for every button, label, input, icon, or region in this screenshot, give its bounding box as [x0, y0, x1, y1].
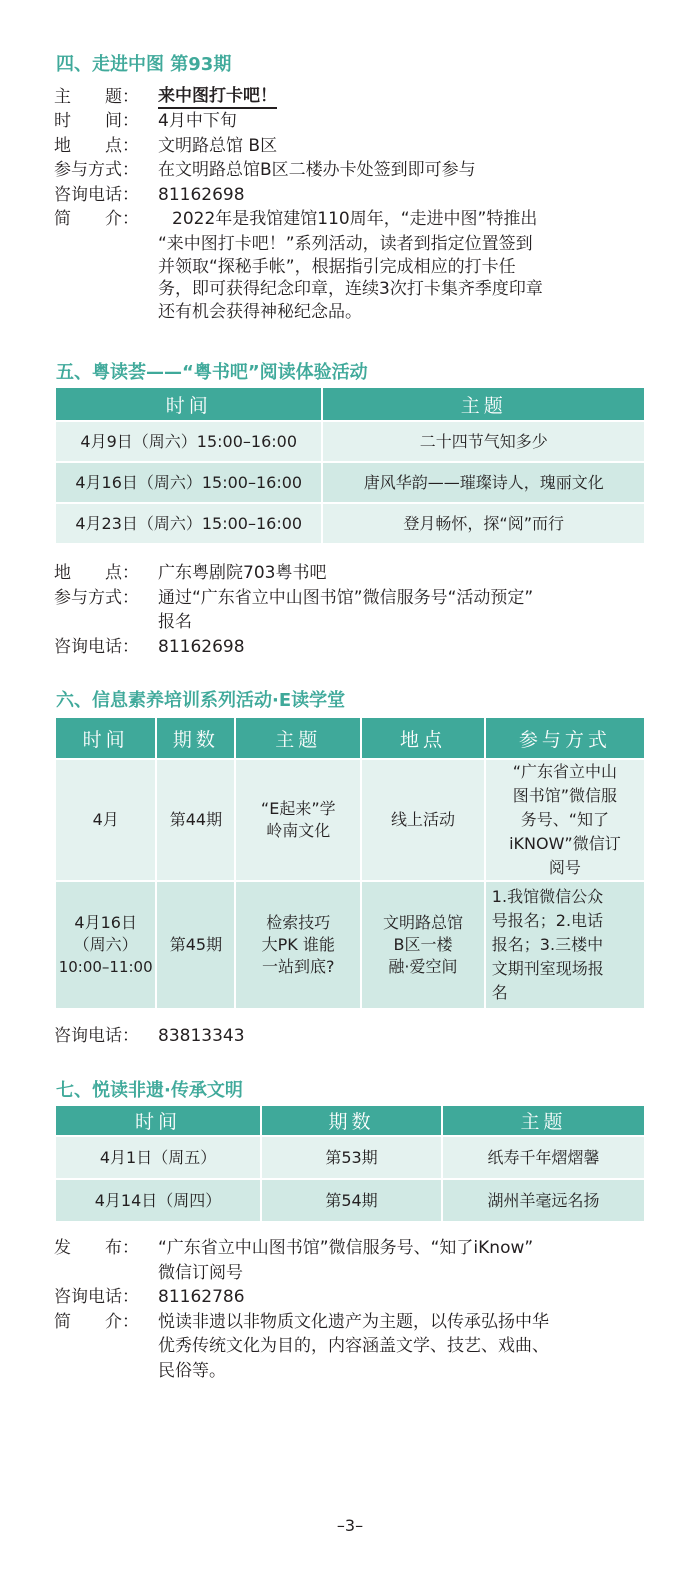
- s6-join-line: iKNOW”微信订: [509, 834, 621, 853]
- s4-join-value: 在文明路总馆B区二楼办卡处签到即可参与: [158, 160, 476, 180]
- s5-cell-time: 4月23日（周六）15:00–16:00: [56, 504, 321, 543]
- s6-time-line: 10:00–11:00: [58, 958, 153, 976]
- s6-cell-time: 4月: [56, 760, 155, 880]
- s7-cell-time: 4月14日（周四）: [56, 1180, 260, 1221]
- s6-cell-issue: 第45期: [157, 882, 234, 1008]
- s7-publish-line: 微信订阅号: [158, 1263, 243, 1283]
- s4-phone-label: 咨询电话：: [54, 185, 139, 205]
- s7-header-issue: 期数: [262, 1106, 441, 1135]
- s7-cell-issue: 第54期: [262, 1180, 441, 1221]
- s7-cell-theme: 纸寿千年熠熠馨: [443, 1137, 644, 1178]
- table-row: [56, 1137, 644, 1178]
- s5-phone-value: 81162698: [158, 637, 245, 657]
- table-row: [56, 463, 644, 502]
- s4-intro-text-rest: [158, 233, 648, 323]
- s6-header-place: 地点: [362, 718, 484, 758]
- s7-phone-value: 81162786: [158, 1287, 245, 1307]
- s6-theme-line: 检索技巧: [266, 913, 331, 932]
- s5-place-value: 广东粤剧院703粤书吧: [158, 563, 327, 583]
- s6-cell-issue: 第44期: [157, 760, 234, 880]
- s6-join-line: 务号、“知了: [520, 810, 610, 829]
- s4-intro-line: 务，即可获得纪念印章，连续3次打卡集齐季度印章: [158, 279, 543, 299]
- s5-header-theme: 主题: [323, 388, 644, 420]
- s6-cell-join: [486, 882, 644, 1008]
- s6-cell-time: [56, 882, 155, 1008]
- s7-header-time: 时间: [56, 1106, 260, 1135]
- s4-theme-label: 主 题：: [54, 87, 139, 107]
- table-row: [56, 1180, 644, 1221]
- s6-theme-line: 岭南文化: [266, 821, 331, 840]
- s6-place-line: 文明路总馆: [382, 913, 463, 932]
- s4-phone-value: 81162698: [158, 185, 245, 205]
- s6-cell-place: 线上活动: [362, 760, 484, 880]
- s5-join-line: 报名: [158, 612, 192, 632]
- s6-theme-line: 一站到底?: [262, 957, 335, 976]
- s4-join-label: 参与方式：: [54, 160, 139, 180]
- s5-cell-theme: 登月畅怀，探“阅”而行: [323, 504, 644, 543]
- s6-join-line: 报名；3.三楼中: [491, 935, 604, 954]
- table-row: [56, 504, 644, 543]
- s6-schedule-table: [54, 716, 646, 1010]
- s7-cell-issue: 第53期: [262, 1137, 441, 1178]
- s7-schedule-table: [54, 1104, 646, 1223]
- s6-header-issue: 期数: [157, 718, 234, 758]
- s6-join-line: 图书馆”微信服: [512, 786, 618, 805]
- s5-header-time: 时间: [56, 388, 321, 420]
- s7-cell-time: 4月1日（周五）: [56, 1137, 260, 1178]
- s5-cell-time: 4月9日（周六）15:00–16:00: [56, 422, 321, 461]
- section-4-title: 四、走进中图 第93期: [56, 54, 232, 75]
- s6-join-line: 号报名；2.电话: [491, 911, 604, 930]
- page-number: –3–: [336, 1516, 364, 1535]
- s6-header-time: 时间: [56, 718, 155, 758]
- s6-theme-line: 大PK 谁能: [261, 935, 335, 954]
- s6-cell-theme: [236, 760, 360, 880]
- s6-theme-line: “E起来”学: [260, 799, 336, 818]
- s4-time-value: 4月中下旬: [158, 111, 237, 131]
- s6-header-theme: 主题: [236, 718, 360, 758]
- s6-join-line: 阅号: [548, 858, 581, 877]
- s5-join-label: 参与方式：: [54, 588, 139, 608]
- s6-phone-value: 83813343: [158, 1026, 245, 1046]
- s7-intro-line: 优秀传统文化为目的，内容涵盖文学、技艺、戏曲、: [158, 1336, 549, 1356]
- s4-intro-text: [172, 208, 662, 231]
- section-6-title: 六、信息素养培训系列活动·E读学堂: [56, 690, 346, 711]
- s6-cell-theme: [236, 882, 360, 1008]
- s4-place-label: 地 点：: [54, 136, 139, 156]
- section-7-title: 七、悦读非遗·传承文明: [56, 1080, 243, 1101]
- s5-join-line: 通过“广东省立中山图书馆”微信服务号“活动预定”: [158, 588, 534, 608]
- s6-place-line: 融·爱空间: [388, 957, 458, 976]
- s5-phone-label: 咨询电话：: [54, 637, 139, 657]
- s4-intro-line: 并领取“探秘手帐”，根据指引完成相应的打卡任: [158, 256, 516, 277]
- s6-time-line: 4月16日: [74, 913, 137, 932]
- s4-intro-line: “来中图打卡吧！”系列活动，读者到指定位置签到: [158, 234, 533, 254]
- s7-intro-line: 民俗等。: [158, 1361, 226, 1381]
- s7-header-theme: 主题: [443, 1106, 644, 1135]
- s6-join-line: 1.我馆微信公众: [491, 887, 604, 906]
- s5-place-label: 地 点：: [54, 563, 139, 583]
- s7-publish-line: “广东省立中山图书馆”微信服务号、“知了iKnow”: [158, 1238, 534, 1258]
- s6-join-line: “广东省立中山: [512, 762, 618, 781]
- s6-place-line: B区一楼: [393, 935, 453, 954]
- table-row: [56, 422, 644, 461]
- s4-intro-line: 还有机会获得神秘纪念品。: [158, 301, 362, 322]
- s4-place-value: 文明路总馆 B区: [158, 136, 278, 156]
- s7-publish-label: 发 布：: [54, 1238, 139, 1258]
- s5-schedule-table: [54, 386, 646, 545]
- table-row: [56, 760, 644, 880]
- s7-intro-line: 悦读非遗以非物质文化遗产为主题，以传承弘扬中华: [158, 1312, 549, 1332]
- s6-cell-join: [486, 760, 644, 880]
- s6-header-join: 参与方式: [486, 718, 644, 758]
- s6-cell-place: [362, 882, 484, 1008]
- s4-intro-label: 简 介：: [54, 209, 139, 229]
- s7-cell-theme: 湖州羊毫远名扬: [443, 1180, 644, 1221]
- s6-phone-label: 咨询电话：: [54, 1026, 139, 1046]
- s6-join-line: 名: [491, 983, 508, 1002]
- s5-cell-time: 4月16日（周六）15:00–16:00: [56, 463, 321, 502]
- s4-time-label: 时 间：: [54, 111, 139, 131]
- s6-time-line: （周六）: [73, 935, 138, 954]
- s4-theme-value: 来中图打卡吧！: [158, 86, 277, 109]
- s5-cell-theme: 唐风华韵——璀璨诗人，瑰丽文化: [323, 463, 644, 502]
- section-5-title: 五、粤读荟——“粤书吧”阅读体验活动: [56, 362, 368, 383]
- s7-phone-label: 咨询电话：: [54, 1287, 139, 1307]
- s4-intro-line: 2022年是我馆建馆110周年，“走进中图”特推出: [172, 209, 538, 229]
- s7-intro-label: 简 介：: [54, 1312, 139, 1332]
- table-row: [56, 882, 644, 1008]
- s6-join-line: 文期刊室现场报: [491, 959, 604, 978]
- s5-cell-theme: 二十四节气知多少: [323, 422, 644, 461]
